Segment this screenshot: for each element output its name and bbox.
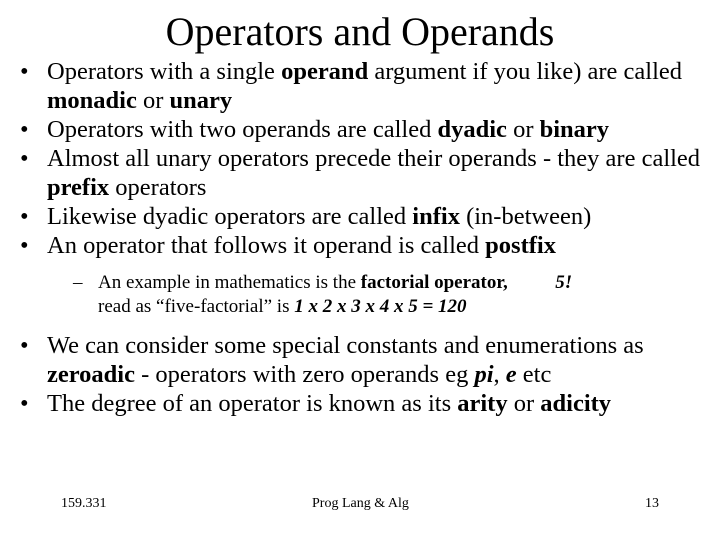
bullet-text: or [506,116,540,143]
bullet-text: or [507,390,541,417]
bold-term-infix: infix [412,203,460,230]
bullet-item-monadic [20,57,710,115]
bold-term-postfix: postfix [485,232,556,259]
bullet-item-dyadic [20,115,710,144]
bold-term-monadic: monadic [47,87,137,114]
sub-bullet-text: read as “five-factorial” is [98,296,295,317]
bold-term-adicity: adicity [540,390,612,417]
bullet-text: Almost all unary operators precede their operands - they are called [47,145,701,172]
bullet-marker: • [20,390,29,417]
bold-term-dyadic: dyadic [437,116,507,143]
bullet-text: , [493,361,506,388]
factorial-expansion: 1 x 2 x 3 x 4 x 5 = 120 [294,296,467,317]
bullet-marker: • [20,145,29,172]
sub-bullet-marker: – [73,272,83,293]
bullet-text: The degree of an operator is known as its [47,390,458,417]
bullet-item-arity [20,389,710,418]
constant-pi: pi [474,361,494,388]
bold-term-arity: arity [457,390,508,417]
bullet-item-postfix [20,231,710,260]
bullet-item-prefix [20,144,710,202]
bullet-item-zeroadic [20,331,710,389]
bullet-text: - operators with zero operands eg [135,361,475,388]
bullet-text: We can consider some special constants and enumerations as [47,332,644,359]
bold-term-binary: binary [539,116,610,143]
bullet-marker: • [20,58,29,85]
bullet-text: Operators with two operands are called [47,116,438,143]
constant-e: e [505,361,517,388]
factorial-expression: 5! [555,272,573,293]
sub-bullet-factorial-example [73,271,710,319]
spacer [20,319,710,331]
sub-bullet-spacer [508,272,556,293]
bold-term-operand: operand [281,58,369,85]
bullet-text: An operator that follows it operand is called [47,232,486,259]
sub-bullet-text: An example in mathematics is the [98,272,361,293]
bullet-item-infix [20,202,710,231]
bullet-text: Likewise dyadic operators are called [47,203,413,230]
footer-course-code: 159.331 [61,496,107,511]
bullet-marker: • [20,332,29,359]
bold-term-unary: unary [169,87,233,114]
footer-course-name: Prog Lang & Alg [312,496,409,511]
bullet-text: argument if you like) are called [368,58,683,85]
footer-page-number: 13 [645,496,659,511]
bold-term-factorial-operator: factorial operator, [360,272,508,293]
bullet-marker: • [20,203,29,230]
bullet-text: operators [109,174,207,201]
bullet-text: etc [516,361,552,388]
bullet-marker: • [20,232,29,259]
bold-term-prefix: prefix [47,174,110,201]
bullet-text: Operators with a single [47,58,282,85]
bullet-text: or [136,87,170,114]
bullet-list [20,57,710,418]
bold-term-zeroadic: zeroadic [47,361,135,388]
bullet-text: (in-between) [459,203,592,230]
bullet-marker: • [20,116,29,143]
slide-title: Operators and Operands [165,9,555,54]
